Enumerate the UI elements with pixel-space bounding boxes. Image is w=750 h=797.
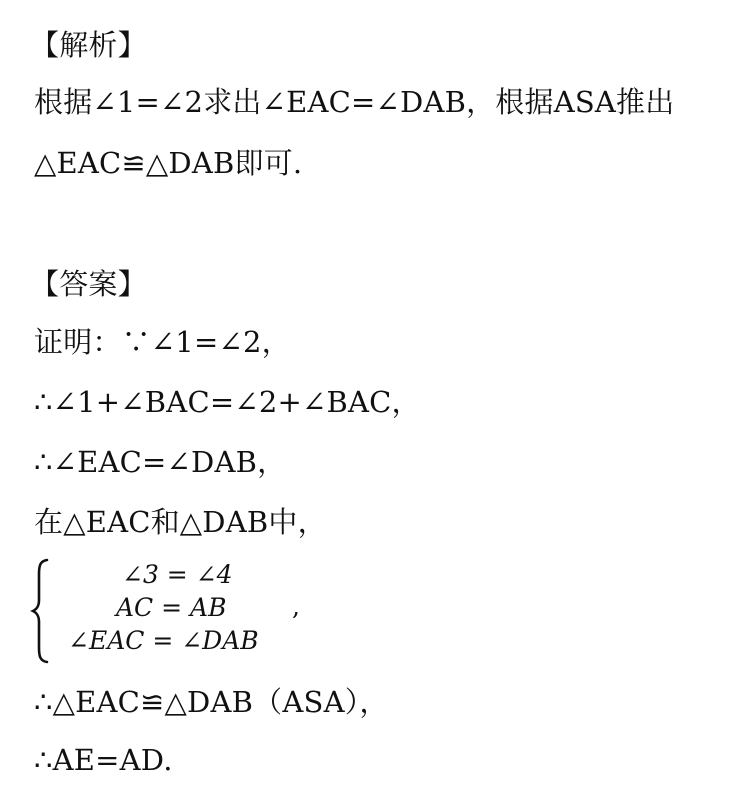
proof-line-5: ∴△EAC≌△DAB（ASA），: [34, 685, 389, 719]
left-brace-icon: [30, 558, 50, 664]
answer-heading: 【答案】: [30, 267, 147, 301]
proof-line-2: ∴∠1+∠BAC=∠2+∠BAC，: [34, 385, 421, 419]
system-equation-1: ∠3 = ∠4: [122, 560, 233, 589]
proof-line-6: ∴AE=AD.: [34, 743, 173, 777]
analysis-line-2: △EAC≌△DAB即可.: [34, 146, 303, 180]
proof-line-4: 在△EAC和△DAB中，: [34, 505, 327, 539]
proof-line-3: ∴∠EAC=∠DAB，: [34, 445, 287, 479]
system-equation-2: AC = AB: [116, 593, 227, 622]
equation-system: [30, 558, 350, 664]
analysis-heading: 【解析】: [30, 28, 147, 62]
system-equation-3: ∠EAC = ∠DAB: [68, 626, 259, 655]
analysis-line-1: 根据∠1=∠2求出∠EAC=∠DAB，根据ASA推出: [34, 85, 675, 119]
proof-line-1: 证明：∵∠1=∠2，: [34, 325, 291, 359]
system-trailing-comma: ,: [292, 592, 300, 621]
